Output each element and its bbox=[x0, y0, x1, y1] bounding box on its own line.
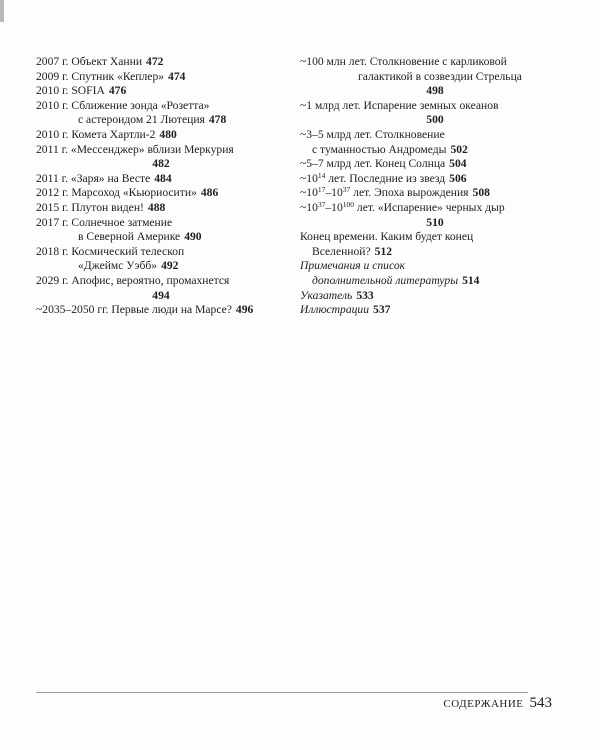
toc-left-column bbox=[36, 55, 286, 318]
entry-title-line2: Вселенной? bbox=[312, 244, 371, 258]
page-footer bbox=[443, 694, 552, 712]
entry-page: 472 bbox=[146, 55, 164, 68]
entry-title-line1: 2017 г. Солнечное затмение bbox=[36, 215, 173, 229]
entry-title-line1: ~100 млн лет. Столкновение с карликовой bbox=[300, 55, 507, 68]
toc-entry-apophis[interactable] bbox=[36, 274, 286, 303]
toc-entry-honny[interactable] bbox=[36, 55, 286, 70]
entry-title: ~2035–2050 гг. Первые люди на Марсе? bbox=[36, 303, 232, 317]
toc-entry-degeneration[interactable] bbox=[300, 186, 570, 201]
entry-title-pre: ~10 bbox=[300, 171, 318, 185]
entry-title-line2: «Джеймс Уэбб» bbox=[78, 259, 158, 273]
entry-page: 482 bbox=[152, 157, 170, 171]
entry-title-post: лет. Эпоха вырождения bbox=[350, 186, 469, 200]
toc-entry-kepler[interactable] bbox=[36, 70, 286, 85]
entry-title-line1: 2011 г. «Мессенджер» вблизи Меркурия bbox=[36, 142, 234, 156]
entry-exponent: 37 bbox=[317, 199, 326, 209]
entry-page: 486 bbox=[200, 186, 219, 200]
entry-title-pre: ~10 bbox=[300, 200, 318, 214]
entry-title-line1: 2010 г. Сближение зонда «Розетта» bbox=[36, 98, 210, 112]
entry-title: 2010 г. Комета Хартли-2 bbox=[36, 127, 156, 141]
entry-page: 502 bbox=[450, 142, 468, 156]
toc-entry-mars-humans[interactable] bbox=[36, 303, 286, 318]
toc-entry-end-of-sun[interactable] bbox=[300, 157, 570, 172]
entry-title-line1: ~1 млрд лет. Испарение земных океанов bbox=[300, 98, 499, 112]
entry-title-mid: –10 bbox=[325, 186, 343, 200]
entry-page: 537 bbox=[373, 303, 391, 317]
toc-entry-pluto[interactable] bbox=[36, 201, 286, 216]
toc-entry-black-holes[interactable] bbox=[300, 201, 570, 230]
toc-entry-sofia[interactable] bbox=[36, 84, 286, 99]
entry-title-line1: Конец времени. Каким будет конец bbox=[300, 230, 474, 244]
entry-title-post: лет. Последние из звезд bbox=[325, 171, 446, 185]
entry-page: 500 bbox=[426, 113, 444, 127]
entry-page: 496 bbox=[235, 303, 254, 317]
entry-page: 533 bbox=[356, 288, 374, 302]
entry-title: Указатель bbox=[300, 288, 353, 302]
toc-entry-andromeda[interactable] bbox=[300, 128, 570, 157]
entry-title-mid: –10 bbox=[325, 200, 343, 214]
entry-page: 474 bbox=[168, 69, 186, 83]
toc-entry-end-of-time[interactable] bbox=[300, 230, 570, 259]
entry-title: 2009 г. Спутник «Кеплер» bbox=[36, 69, 165, 83]
entry-page: 478 bbox=[208, 113, 227, 127]
entry-page: 480 bbox=[159, 127, 177, 141]
toc-entry-eclipse[interactable] bbox=[36, 216, 286, 245]
toc-entry-index[interactable] bbox=[300, 289, 570, 304]
entry-page: 490 bbox=[184, 230, 202, 244]
entry-page: 506 bbox=[449, 171, 467, 185]
entry-title: 2010 г. SOFIA bbox=[36, 84, 105, 98]
entry-title-line2: галактикой в созвездии Стрельца bbox=[358, 69, 522, 83]
entry-title: 2011 г. «Заря» на Весте bbox=[36, 171, 151, 185]
entry-page: 492 bbox=[161, 259, 179, 273]
toc-entry-hartley[interactable] bbox=[36, 128, 286, 143]
entry-title-line2: с туманностью Андромеды bbox=[312, 142, 447, 156]
entry-title-line1: ~3–5 млрд лет. Столкновение bbox=[300, 127, 445, 141]
entry-page: 484 bbox=[154, 171, 172, 185]
toc-entry-messenger[interactable] bbox=[36, 143, 286, 172]
toc-entry-illustrations[interactable] bbox=[300, 303, 570, 318]
entry-exponent: 100 bbox=[342, 199, 355, 209]
entry-page: 510 bbox=[426, 215, 444, 229]
entry-exponent: 17 bbox=[317, 185, 326, 195]
running-header-label: СОДЕРЖАНИЕ bbox=[443, 698, 524, 710]
toc-entry-webb[interactable] bbox=[36, 245, 286, 274]
toc-entry-sagittarius[interactable] bbox=[300, 55, 570, 99]
entry-title-line2: в Северной Америке bbox=[78, 230, 181, 244]
entry-title: 2007 г. Объект Ханни bbox=[36, 55, 143, 68]
toc-entry-oceans[interactable] bbox=[300, 99, 570, 128]
entry-title-line1: 2018 г. Космический телескоп bbox=[36, 244, 185, 258]
entry-title: 2015 г. Плутон виден! bbox=[36, 200, 144, 214]
entry-page: 508 bbox=[472, 186, 490, 200]
scan-edge-mark bbox=[0, 0, 4, 22]
entry-page: 504 bbox=[449, 157, 467, 171]
toc-entry-dawn-vesta[interactable] bbox=[36, 172, 286, 187]
entry-title-post: лет. «Испарение» черных дыр bbox=[354, 200, 505, 214]
entry-title-line2: дополнительной литературы bbox=[312, 273, 459, 287]
entry-title: Иллюстрации bbox=[300, 303, 370, 317]
entry-title-line2: с астероидом 21 Лютеция bbox=[78, 113, 205, 127]
toc-right-column bbox=[300, 55, 570, 318]
entry-title-line1: Примечания и список bbox=[300, 259, 406, 273]
entry-page: 514 bbox=[462, 273, 480, 287]
entry-page: 476 bbox=[108, 84, 127, 98]
footer-divider bbox=[36, 692, 528, 693]
entry-title-line1: 2029 г. Апофис, вероятно, промахнется bbox=[36, 273, 230, 287]
toc-entry-rosetta[interactable] bbox=[36, 99, 286, 128]
toc-entry-notes[interactable] bbox=[300, 259, 570, 288]
entry-page: 512 bbox=[374, 244, 393, 258]
toc-entry-curiosity[interactable] bbox=[36, 186, 286, 201]
entry-page: 494 bbox=[152, 288, 170, 302]
entry-page: 488 bbox=[147, 200, 166, 214]
toc-entry-last-stars[interactable] bbox=[300, 172, 570, 187]
entry-title: 2012 г. Марсоход «Кьюриосити» bbox=[36, 186, 197, 200]
entry-title: ~5–7 млрд лет. Конец Солнца bbox=[300, 157, 446, 171]
entry-exponent: 14 bbox=[317, 170, 326, 180]
entry-title-pre: ~10 bbox=[300, 186, 318, 200]
entry-exponent: 37 bbox=[342, 185, 351, 195]
entry-page: 498 bbox=[426, 84, 444, 98]
page-number: 543 bbox=[529, 695, 552, 711]
